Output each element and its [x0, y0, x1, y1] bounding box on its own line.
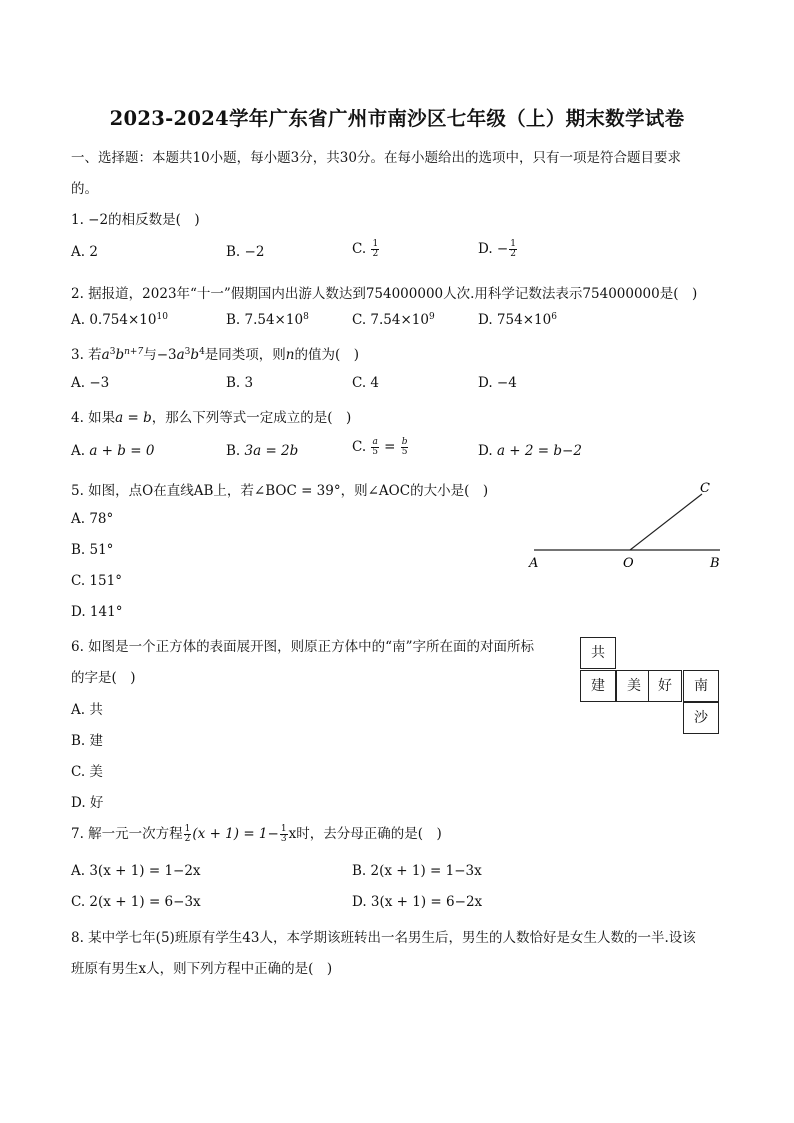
q6-stem-line1: 6. 如图是一个正方体的表面展开图，则原正方体中的“南”字所在面的对面所标 — [71, 639, 534, 655]
exam-title: 2023-2024学年广东省广州市南沙区七年级（上）期末数学试卷 — [109, 107, 685, 130]
q2-option-d: D. $754\times 10^6$ — [478, 312, 557, 328]
q4-stem: 4. 如果a = b，那么下列等式一定成立的是( ) — [71, 410, 352, 426]
q7-option-b: B. 2(x + 1) = 1−3x — [352, 863, 482, 879]
q1-option-c: C. $\frac{1}{2}$ — [352, 239, 379, 259]
q7-stem: 7. 解一元一次方程 $\frac{1}{2}$ (x + 1) = 1− $\frac{1}{3}$ x时，去分母正确的是( ) — [71, 824, 442, 844]
label-b: B — [710, 556, 720, 571]
q6-option-c: C. 美 — [71, 764, 103, 780]
cube-net-figure — [580, 637, 720, 735]
q5-option-a: A. 78° — [71, 511, 114, 527]
section-heading-line1: 一、选择题：本题共10小题，每小题3分，共30分。在每小题给出的选项中，只有一项是符合题目要求 — [71, 150, 681, 166]
q4-option-d: D. a + 2 = b−2 — [478, 443, 582, 459]
q8-stem-line2: 班原有男生x人，则下列方程中正确的是( ) — [71, 961, 333, 977]
q2-stem: 2. 据报道，2023年“十一”假期国内出游人数达到754000000人次.用科学记数法表示754000000是( ) — [71, 286, 698, 302]
q6-option-d: D. 好 — [71, 795, 104, 811]
q2-option-a: A. $0.754\times 10^{10}$ — [71, 312, 168, 328]
q2-option-b: B. $7.54\times 10^8$ — [226, 312, 309, 328]
q6-option-b: B. 建 — [71, 733, 104, 749]
q1-option-d: D. − $\frac{1}{2}$ — [478, 239, 516, 259]
q1-option-b: B. −2 — [226, 244, 265, 260]
label-o: O — [623, 556, 634, 571]
q3-stem: 3. 若$a^3b^{n+7}$与$-3a^3b^4$是同类项，则n的值为( ) — [71, 347, 360, 363]
q5-option-c: C. 151° — [71, 573, 122, 589]
q4-option-a: A. a + b = 0 — [71, 443, 155, 459]
q5-angle-figure — [520, 470, 730, 580]
q6-option-a: A. 共 — [71, 702, 103, 718]
q6-stem-line2: 的字是( ) — [71, 670, 136, 686]
q5-option-b: B. 51° — [71, 542, 114, 558]
q4-option-b: B. 3a = 2b — [226, 443, 299, 459]
q5-option-d: D. 141° — [71, 604, 123, 620]
net-cell-gong: 共 — [580, 637, 616, 669]
q3-option-b: B. 3 — [226, 375, 254, 391]
ray-oc — [630, 494, 702, 550]
net-cell-jian: 建 — [580, 670, 616, 702]
section-heading-line2: 的。 — [71, 181, 98, 197]
q4-option-c: C. $\frac{a}{5}$ = $\frac{b}{5}$ — [352, 437, 408, 457]
q5-stem: 5. 如图，点O在直线AB上，若∠BOC = 39°，则∠AOC的大小是( ) — [71, 483, 489, 499]
net-cell-mei: 美 — [616, 670, 652, 702]
q3-option-d: D. −4 — [478, 375, 517, 391]
q1-option-a: A. 2 — [71, 244, 98, 260]
q2-option-c: C. $7.54\times 10^9$ — [352, 312, 435, 328]
q3-option-a: A. −3 — [71, 375, 110, 391]
q7-option-c: C. 2(x + 1) = 6−3x — [71, 894, 201, 910]
q8-stem-line1: 8. 某中学七年(5)班原有学生43人，本学期该班转出一名男生后，男生的人数恰好是女生人数的一半.设该 — [71, 930, 696, 946]
label-c: C — [700, 481, 710, 496]
net-cell-hao: 好 — [648, 670, 682, 702]
q3-option-c: C. 4 — [352, 375, 380, 391]
net-cell-nan: 南 — [683, 670, 719, 702]
net-cell-sha: 沙 — [683, 702, 719, 734]
q7-option-d: D. 3(x + 1) = 6−2x — [352, 894, 483, 910]
label-a: A — [529, 556, 539, 571]
q1-stem: 1. −2的相反数是( ) — [71, 212, 200, 228]
q7-option-a: A. 3(x + 1) = 1−2x — [71, 863, 201, 879]
